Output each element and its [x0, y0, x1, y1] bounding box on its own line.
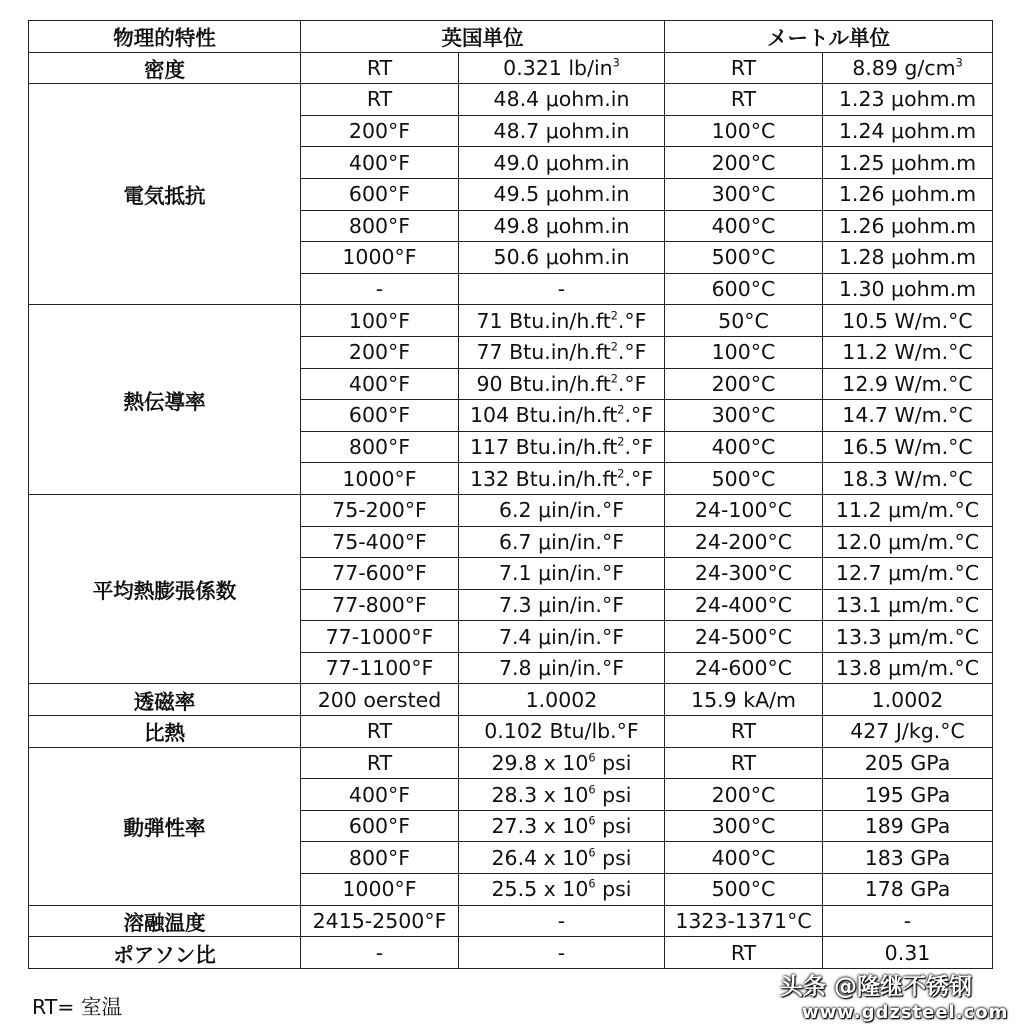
metric-temperature	[665, 336, 823, 368]
metric-temperature-text: 15.9 kA/m	[691, 687, 796, 712]
metric-temperature-text: 600°C	[711, 277, 776, 302]
imperial-temperature-text: 200 oersted	[317, 687, 442, 712]
metric-value	[823, 368, 993, 400]
imperial-value	[459, 368, 665, 400]
imperial-value-text: 77 Btu.in/h.ft	[476, 340, 611, 365]
metric-temperature	[665, 147, 823, 179]
imperial-value	[459, 747, 665, 779]
metric-value	[823, 874, 993, 906]
header-row	[29, 21, 993, 53]
imperial-value	[459, 242, 665, 274]
metric-value-text: 183 GPa	[864, 845, 951, 870]
imperial-temperature-text: 800°F	[348, 845, 411, 870]
metric-temperature	[665, 431, 823, 463]
property-name: 密度	[29, 52, 301, 84]
metric-temperature-text: 200°C	[711, 782, 776, 807]
metric-temperature-text: 200°C	[711, 371, 776, 396]
metric-value	[823, 558, 993, 590]
table-row	[29, 684, 993, 716]
imperial-value-suffix: psi	[595, 750, 632, 775]
metric-temperature-text: 300°C	[711, 814, 776, 839]
metric-temperature	[665, 494, 823, 526]
imperial-temperature-text: 75-200°F	[332, 498, 427, 523]
metric-temperature	[665, 747, 823, 779]
metric-value-superscript: 3	[955, 56, 963, 70]
imperial-temperature-text: 1000°F	[342, 466, 417, 491]
metric-temperature	[665, 305, 823, 337]
metric-temperature	[665, 684, 823, 716]
metric-temperature-text: 500°C	[711, 877, 776, 902]
metric-value-text: 11.2 μm/m.°C	[835, 498, 980, 523]
imperial-value-suffix: .°F	[617, 340, 647, 365]
metric-value	[823, 210, 993, 242]
metric-temperature-text: 24-300°C	[694, 561, 793, 586]
imperial-value-suffix: .°F	[624, 435, 653, 460]
metric-value-text: 1.28 μohm.m	[838, 245, 977, 270]
imperial-value-superscript: 2	[610, 372, 618, 386]
metric-value-text: 1.24 μohm.m	[838, 119, 977, 144]
metric-temperature	[665, 273, 823, 305]
imperial-temperature	[301, 526, 459, 558]
metric-value-text: 1.26 μohm.m	[838, 213, 977, 238]
table-row	[29, 937, 993, 969]
imperial-value	[459, 589, 665, 621]
imperial-value	[459, 621, 665, 653]
property-name: 比熱	[29, 716, 301, 748]
metric-temperature-text: 500°C	[711, 245, 776, 270]
table-row	[29, 716, 993, 748]
metric-temperature	[665, 652, 823, 684]
imperial-value	[459, 178, 665, 210]
imperial-temperature-text: 600°F	[348, 182, 411, 207]
imperial-value-superscript: 6	[588, 877, 596, 891]
imperial-temperature	[301, 178, 459, 210]
imperial-value-superscript: 6	[588, 814, 596, 828]
imperial-value	[459, 494, 665, 526]
imperial-value	[459, 52, 665, 84]
watermark-text: 头条 @隆继不锈钢	[780, 974, 973, 1000]
imperial-value-text: 7.1 μin/in.°F	[498, 561, 624, 586]
metric-temperature	[665, 621, 823, 653]
imperial-value-text: 26.4 x 10	[491, 845, 589, 870]
imperial-value-suffix: psi	[595, 877, 632, 902]
metric-temperature	[665, 368, 823, 400]
imperial-temperature-text: 100°F	[348, 308, 411, 333]
metric-value	[823, 242, 993, 274]
imperial-value-text: 90 Btu.in/h.ft	[476, 371, 611, 396]
metric-value	[823, 589, 993, 621]
imperial-value-superscript: 2	[610, 309, 618, 323]
imperial-value	[459, 305, 665, 337]
imperial-value-text: 6.7 μin/in.°F	[498, 529, 624, 554]
imperial-value-text: 28.3 x 10	[491, 782, 589, 807]
imperial-temperature-text: 77-1000°F	[325, 624, 434, 649]
metric-temperature	[665, 210, 823, 242]
metric-value	[823, 716, 993, 748]
metric-temperature-text: RT	[730, 55, 757, 80]
imperial-temperature	[301, 842, 459, 874]
imperial-temperature	[301, 874, 459, 906]
metric-temperature	[665, 810, 823, 842]
metric-temperature	[665, 874, 823, 906]
metric-temperature-text: 300°C	[711, 403, 776, 428]
property-name: 溶融温度	[29, 905, 301, 937]
metric-temperature-text: 24-400°C	[694, 592, 793, 617]
imperial-value-text: 48.7 μohm.in	[493, 119, 630, 144]
table-row	[29, 84, 993, 116]
imperial-temperature	[301, 147, 459, 179]
metric-value	[823, 810, 993, 842]
metric-temperature-text: 24-200°C	[694, 529, 793, 554]
imperial-temperature	[301, 431, 459, 463]
metric-value-text: 14.7 W/m.°C	[842, 403, 973, 428]
imperial-value	[459, 810, 665, 842]
metric-temperature-text: 100°C	[711, 119, 776, 144]
imperial-temperature-text: 75-400°F	[332, 529, 427, 554]
table-row	[29, 494, 993, 526]
metric-value	[823, 147, 993, 179]
property-name: 動弾性率	[29, 747, 301, 905]
metric-value	[823, 842, 993, 874]
imperial-value-text: -	[557, 277, 566, 302]
imperial-value-text: 117 Btu.in/h.ft	[470, 435, 618, 460]
imperial-temperature-text: 200°F	[348, 340, 411, 365]
imperial-value	[459, 779, 665, 811]
imperial-temperature-text: 2415-2500°F	[312, 908, 447, 933]
imperial-value	[459, 147, 665, 179]
metric-temperature-text: RT	[730, 719, 757, 744]
imperial-temperature-text: 200°F	[348, 119, 411, 144]
metric-temperature	[665, 937, 823, 969]
metric-value	[823, 652, 993, 684]
imperial-temperature	[301, 810, 459, 842]
metric-temperature	[665, 400, 823, 432]
metric-value-text: 178 GPa	[864, 877, 951, 902]
imperial-temperature	[301, 937, 459, 969]
metric-value	[823, 779, 993, 811]
properties-table	[28, 20, 993, 969]
imperial-value-text: 48.4 μohm.in	[493, 87, 630, 112]
imperial-value	[459, 210, 665, 242]
imperial-temperature-text: 1000°F	[342, 245, 417, 270]
imperial-value-text: 1.0002	[525, 687, 598, 712]
header-property: 物理的特性	[29, 21, 301, 53]
imperial-value-text: 0.102 Btu/lb.°F	[484, 719, 639, 744]
imperial-temperature	[301, 242, 459, 274]
metric-value	[823, 494, 993, 526]
metric-value	[823, 336, 993, 368]
imperial-value-suffix: .°F	[617, 371, 647, 396]
imperial-value	[459, 336, 665, 368]
metric-temperature	[665, 558, 823, 590]
metric-value	[823, 305, 993, 337]
imperial-temperature-text: 800°F	[348, 213, 411, 238]
imperial-value-text: -	[557, 908, 566, 933]
metric-value-text: 13.8 μm/m.°C	[835, 656, 980, 681]
imperial-value	[459, 874, 665, 906]
imperial-value	[459, 937, 665, 969]
metric-temperature	[665, 526, 823, 558]
imperial-temperature-text: RT	[366, 55, 393, 80]
imperial-value-superscript: 6	[588, 783, 596, 797]
imperial-temperature-text: -	[375, 277, 384, 302]
imperial-temperature	[301, 305, 459, 337]
imperial-value-text: 7.3 μin/in.°F	[498, 592, 624, 617]
metric-value	[823, 115, 993, 147]
metric-value-text: 13.3 μm/m.°C	[835, 624, 980, 649]
imperial-value-suffix: .°F	[617, 308, 647, 333]
imperial-temperature-text: RT	[366, 750, 393, 775]
metric-temperature	[665, 716, 823, 748]
metric-temperature-text: 400°C	[711, 845, 776, 870]
imperial-value-text: 29.8 x 10	[491, 750, 589, 775]
imperial-value-superscript: 2	[610, 340, 618, 354]
imperial-temperature-text: 1000°F	[342, 877, 417, 902]
metric-temperature-text: 24-500°C	[694, 624, 793, 649]
metric-temperature	[665, 842, 823, 874]
imperial-value-text: 6.2 μin/in.°F	[498, 498, 624, 523]
imperial-value-text: 27.3 x 10	[491, 814, 589, 839]
metric-temperature-text: 24-100°C	[694, 498, 793, 523]
table-row	[29, 305, 993, 337]
imperial-temperature	[301, 210, 459, 242]
imperial-temperature	[301, 589, 459, 621]
imperial-value	[459, 526, 665, 558]
imperial-temperature-text: 400°F	[348, 150, 411, 175]
metric-temperature-text: 400°C	[711, 435, 776, 460]
imperial-temperature-text: 800°F	[348, 435, 411, 460]
imperial-temperature	[301, 400, 459, 432]
metric-value-text: 205 GPa	[864, 750, 951, 775]
metric-value	[823, 747, 993, 779]
metric-temperature-text: 400°C	[711, 213, 776, 238]
metric-value-text: 16.5 W/m.°C	[842, 435, 973, 460]
imperial-value	[459, 558, 665, 590]
metric-value-text: 18.3 W/m.°C	[842, 466, 973, 491]
metric-value-text: 0.31	[884, 940, 931, 965]
metric-value-text: 195 GPa	[864, 782, 951, 807]
metric-value-text: 427 J/kg.°C	[850, 719, 965, 744]
table-row	[29, 747, 993, 779]
imperial-temperature	[301, 368, 459, 400]
imperial-temperature-text: RT	[366, 87, 393, 112]
metric-value-text: 13.1 μm/m.°C	[835, 592, 980, 617]
imperial-value-text: 7.8 μin/in.°F	[498, 656, 624, 681]
metric-temperature-text: 100°C	[711, 340, 776, 365]
footnote: RT= 室温	[32, 995, 122, 1019]
metric-value	[823, 178, 993, 210]
metric-temperature-text: RT	[730, 940, 757, 965]
imperial-temperature	[301, 273, 459, 305]
imperial-value	[459, 400, 665, 432]
metric-value-text: 1.0002	[871, 687, 944, 712]
imperial-temperature-text: 400°F	[348, 782, 411, 807]
imperial-temperature	[301, 336, 459, 368]
imperial-value-text: 49.8 μohm.in	[493, 213, 630, 238]
metric-value-text: 189 GPa	[864, 814, 951, 839]
imperial-value-text: 25.5 x 10	[491, 877, 589, 902]
imperial-temperature-text: 77-600°F	[332, 561, 427, 586]
metric-value-text: 8.89 g/cm	[852, 55, 956, 80]
imperial-value-superscript: 2	[617, 467, 625, 481]
imperial-value	[459, 84, 665, 116]
metric-temperature	[665, 178, 823, 210]
imperial-temperature-text: 600°F	[348, 814, 411, 839]
imperial-temperature	[301, 84, 459, 116]
imperial-temperature	[301, 716, 459, 748]
imperial-value	[459, 716, 665, 748]
imperial-value-text: 0.321 lb/in	[503, 55, 613, 80]
metric-temperature-text: 50°C	[718, 308, 769, 333]
header-metric: メートル単位	[665, 21, 993, 53]
imperial-temperature-text: RT	[366, 719, 393, 744]
table-row	[29, 905, 993, 937]
imperial-value	[459, 684, 665, 716]
property-name: 透磁率	[29, 684, 301, 716]
imperial-value-superscript: 3	[612, 56, 620, 70]
imperial-value-superscript: 2	[617, 435, 625, 449]
imperial-temperature	[301, 684, 459, 716]
imperial-value-superscript: 2	[617, 403, 625, 417]
imperial-temperature	[301, 494, 459, 526]
imperial-temperature	[301, 52, 459, 84]
metric-temperature-text: 200°C	[711, 150, 776, 175]
metric-temperature	[665, 905, 823, 937]
metric-value	[823, 84, 993, 116]
metric-temperature-text: 24-600°C	[694, 656, 793, 681]
metric-temperature	[665, 242, 823, 274]
metric-value-text: 10.5 W/m.°C	[842, 308, 973, 333]
metric-temperature-text: 300°C	[711, 182, 776, 207]
imperial-temperature	[301, 652, 459, 684]
metric-value	[823, 905, 993, 937]
imperial-value-text: 104 Btu.in/h.ft	[470, 403, 618, 428]
imperial-temperature-text: -	[375, 940, 384, 965]
imperial-value-text: 50.6 μohm.in	[493, 245, 630, 270]
imperial-temperature	[301, 621, 459, 653]
imperial-temperature	[301, 747, 459, 779]
metric-value-text: -	[903, 908, 912, 933]
imperial-value-suffix: .°F	[624, 403, 653, 428]
property-name: 平均熱膨張係数	[29, 494, 301, 684]
metric-temperature	[665, 463, 823, 495]
imperial-value-suffix: psi	[595, 845, 632, 870]
imperial-temperature	[301, 115, 459, 147]
imperial-value	[459, 652, 665, 684]
imperial-value-superscript: 6	[588, 846, 596, 860]
metric-value	[823, 937, 993, 969]
imperial-value	[459, 842, 665, 874]
imperial-value-text: -	[557, 940, 566, 965]
imperial-value-suffix: psi	[595, 782, 632, 807]
metric-temperature	[665, 84, 823, 116]
imperial-temperature-text: 600°F	[348, 403, 411, 428]
metric-value-text: 12.7 μm/m.°C	[835, 561, 980, 586]
imperial-value-superscript: 6	[588, 751, 596, 765]
metric-value-text: 1.30 μohm.m	[838, 277, 977, 302]
table-row	[29, 52, 993, 84]
imperial-value	[459, 463, 665, 495]
imperial-temperature-text: 77-1100°F	[325, 656, 434, 681]
metric-value	[823, 621, 993, 653]
imperial-temperature	[301, 463, 459, 495]
imperial-value-text: 132 Btu.in/h.ft	[470, 466, 618, 491]
metric-temperature	[665, 52, 823, 84]
metric-value	[823, 526, 993, 558]
imperial-value-text: 71 Btu.in/h.ft	[476, 308, 611, 333]
imperial-temperature	[301, 779, 459, 811]
imperial-temperature	[301, 905, 459, 937]
imperial-temperature-text: 400°F	[348, 371, 411, 396]
metric-temperature	[665, 779, 823, 811]
metric-value	[823, 273, 993, 305]
imperial-value	[459, 273, 665, 305]
imperial-value-suffix: psi	[595, 814, 632, 839]
property-name: 熱伝導率	[29, 305, 301, 495]
metric-value	[823, 684, 993, 716]
metric-temperature-text: 500°C	[711, 466, 776, 491]
metric-value-text: 1.23 μohm.m	[838, 87, 977, 112]
metric-temperature-text: RT	[730, 87, 757, 112]
metric-temperature	[665, 115, 823, 147]
metric-temperature-text: 1323-1371°C	[675, 908, 812, 933]
metric-temperature	[665, 589, 823, 621]
imperial-value-suffix: .°F	[624, 466, 653, 491]
imperial-value-text: 7.4 μin/in.°F	[498, 624, 624, 649]
imperial-temperature	[301, 558, 459, 590]
metric-value	[823, 463, 993, 495]
metric-temperature-text: RT	[730, 750, 757, 775]
metric-value	[823, 431, 993, 463]
metric-value-text: 11.2 W/m.°C	[842, 340, 973, 365]
property-name: ポアソン比	[29, 937, 301, 969]
metric-value-text: 12.9 W/m.°C	[842, 371, 973, 396]
imperial-value	[459, 431, 665, 463]
imperial-value	[459, 905, 665, 937]
property-name: 電気抵抗	[29, 84, 301, 305]
imperial-value-text: 49.0 μohm.in	[493, 150, 630, 175]
metric-value	[823, 400, 993, 432]
metric-value	[823, 52, 993, 84]
metric-value-text: 1.25 μohm.m	[838, 150, 977, 175]
metric-value-text: 1.26 μohm.m	[838, 182, 977, 207]
metric-value-text: 12.0 μm/m.°C	[835, 529, 980, 554]
imperial-temperature-text: 77-800°F	[332, 592, 427, 617]
watermark-url: www.gdzsteel.com	[802, 1002, 1009, 1023]
imperial-value-text: 49.5 μohm.in	[493, 182, 630, 207]
header-imperial: 英国単位	[301, 21, 665, 53]
imperial-value	[459, 115, 665, 147]
